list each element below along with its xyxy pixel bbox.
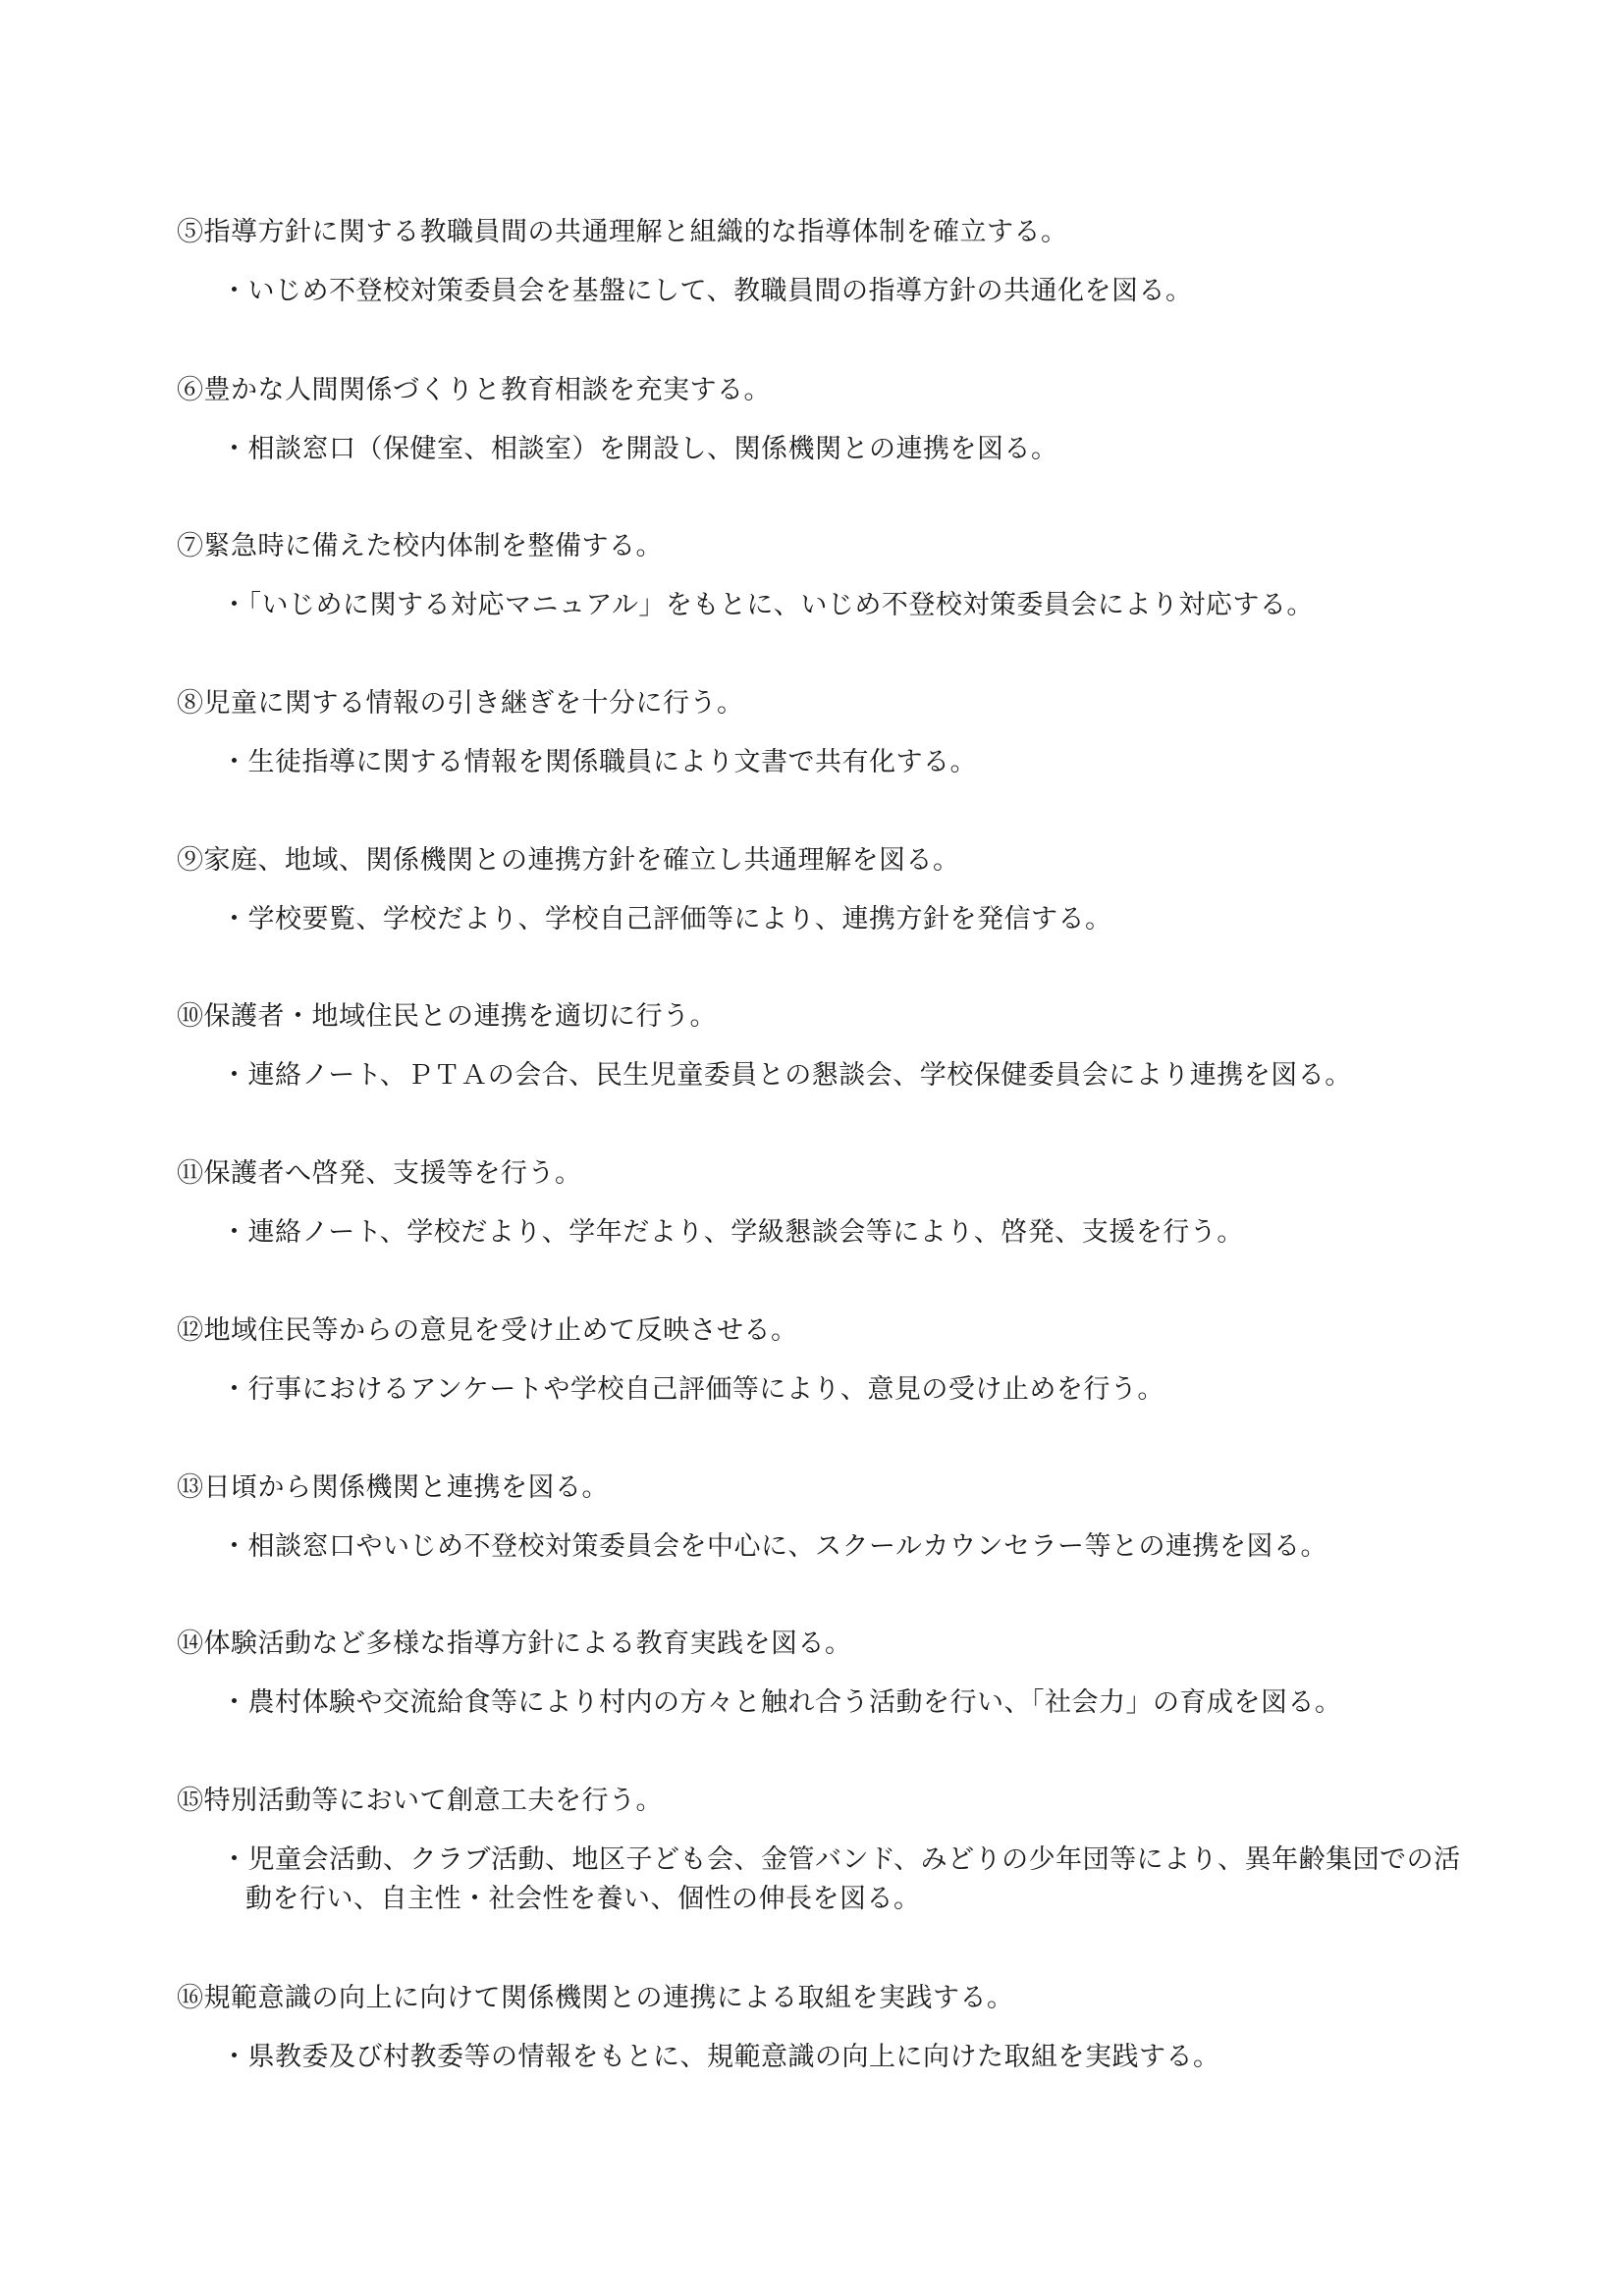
item-detail: ・行事におけるアンケートや学校自己評価等により、意見の受け止めを行う。: [221, 1374, 1164, 1405]
item-heading: ⑬日頃から関係機関と連携を図る。: [177, 1472, 609, 1503]
item-detail: ・農村体験や交流給食等により村内の方々と触れ合う活動を行い、「社会力」の育成を図る。: [221, 1687, 1342, 1718]
item-heading: ⑥豊かな人間関係づくりと教育相談を充実する。: [177, 375, 771, 405]
item-detail: ・相談窓口やいじめ不登校対策委員会を中心に、スクールカウンセラー等との連携を図る。: [221, 1531, 1327, 1562]
list-item-8: [177, 684, 1483, 782]
list-item-16: [177, 1979, 1483, 2077]
item-heading: ⑧児童に関する情報の引き継ぎを十分に行う。: [177, 688, 744, 719]
item-detail: ・連絡ノート、学校だより、学年だより、学級懇談会等により、啓発、支援を行う。: [221, 1217, 1244, 1248]
list-item-13: [177, 1468, 1483, 1567]
item-heading: ⑨家庭、地域、関係機関との連携方針を確立し共通理解を図る。: [177, 845, 960, 876]
list-item-11: [177, 1154, 1483, 1253]
item-heading: ⑯規範意識の向上に向けて関係機関との連携による取組を実践する。: [177, 1983, 1014, 2013]
list-item-10: [177, 997, 1483, 1095]
list-item-5: [177, 213, 1483, 311]
item-heading: ⑤指導方針に関する教職員間の共通理解と組織的な指導体制を確立する。: [177, 217, 1068, 247]
item-detail: ・県教委及び村教委等の情報をもとに、規範意識の向上に向けた取組を実践する。: [221, 2042, 1220, 2072]
list-item-15: [177, 1782, 1483, 1919]
list-item-7: [177, 527, 1483, 625]
item-detail: ・相談窓口（保健室、相談室）を開設し、関係機関との連携を図る。: [221, 434, 1058, 464]
list-item-12: [177, 1311, 1483, 1410]
list-item-6: [177, 371, 1483, 469]
item-detail: ・生徒指導に関する情報を関係職員により文書で共有化する。: [221, 747, 977, 777]
item-heading: ⑭体験活動など多様な指導方針による教育実践を図る。: [177, 1629, 852, 1659]
list-item-14: [177, 1625, 1483, 1723]
item-heading: ⑩保護者・地域住民との連携を適切に行う。: [177, 1001, 717, 1032]
item-heading: ⑫地域住民等からの意見を受け止めて反映させる。: [177, 1315, 798, 1346]
item-heading: ⑦緊急時に備えた校内体制を整備する。: [177, 531, 663, 561]
item-detail: ・「いじめに関する対応マニュアル」をもとに、いじめ不登校対策委員会により対応する。: [221, 590, 1314, 620]
item-heading: ⑮特別活動等において創意工夫を行う。: [177, 1786, 663, 1816]
item-heading: ⑪保護者へ啓発、支援等を行う。: [177, 1158, 582, 1189]
item-detail: ・連絡ノート、ＰＴＡの会合、民生児童委員との懇談会、学校保健委員会により連携を図る。: [221, 1060, 1352, 1091]
item-detail: ・いじめ不登校対策委員会を基盤にして、教職員間の指導方針の共通化を図る。: [221, 276, 1193, 306]
list-item-9: [177, 841, 1483, 939]
item-detail: ・児童会活動、クラブ活動、地区子ども会、金管バンド、みどりの少年団等により、異年齢集団での活動を行い、自主性・社会性を養い、個性の伸長を図る。: [221, 1844, 1461, 1914]
item-detail: ・学校要覧、学校だより、学校自己評価等により、連携方針を発信する。: [221, 904, 1112, 934]
